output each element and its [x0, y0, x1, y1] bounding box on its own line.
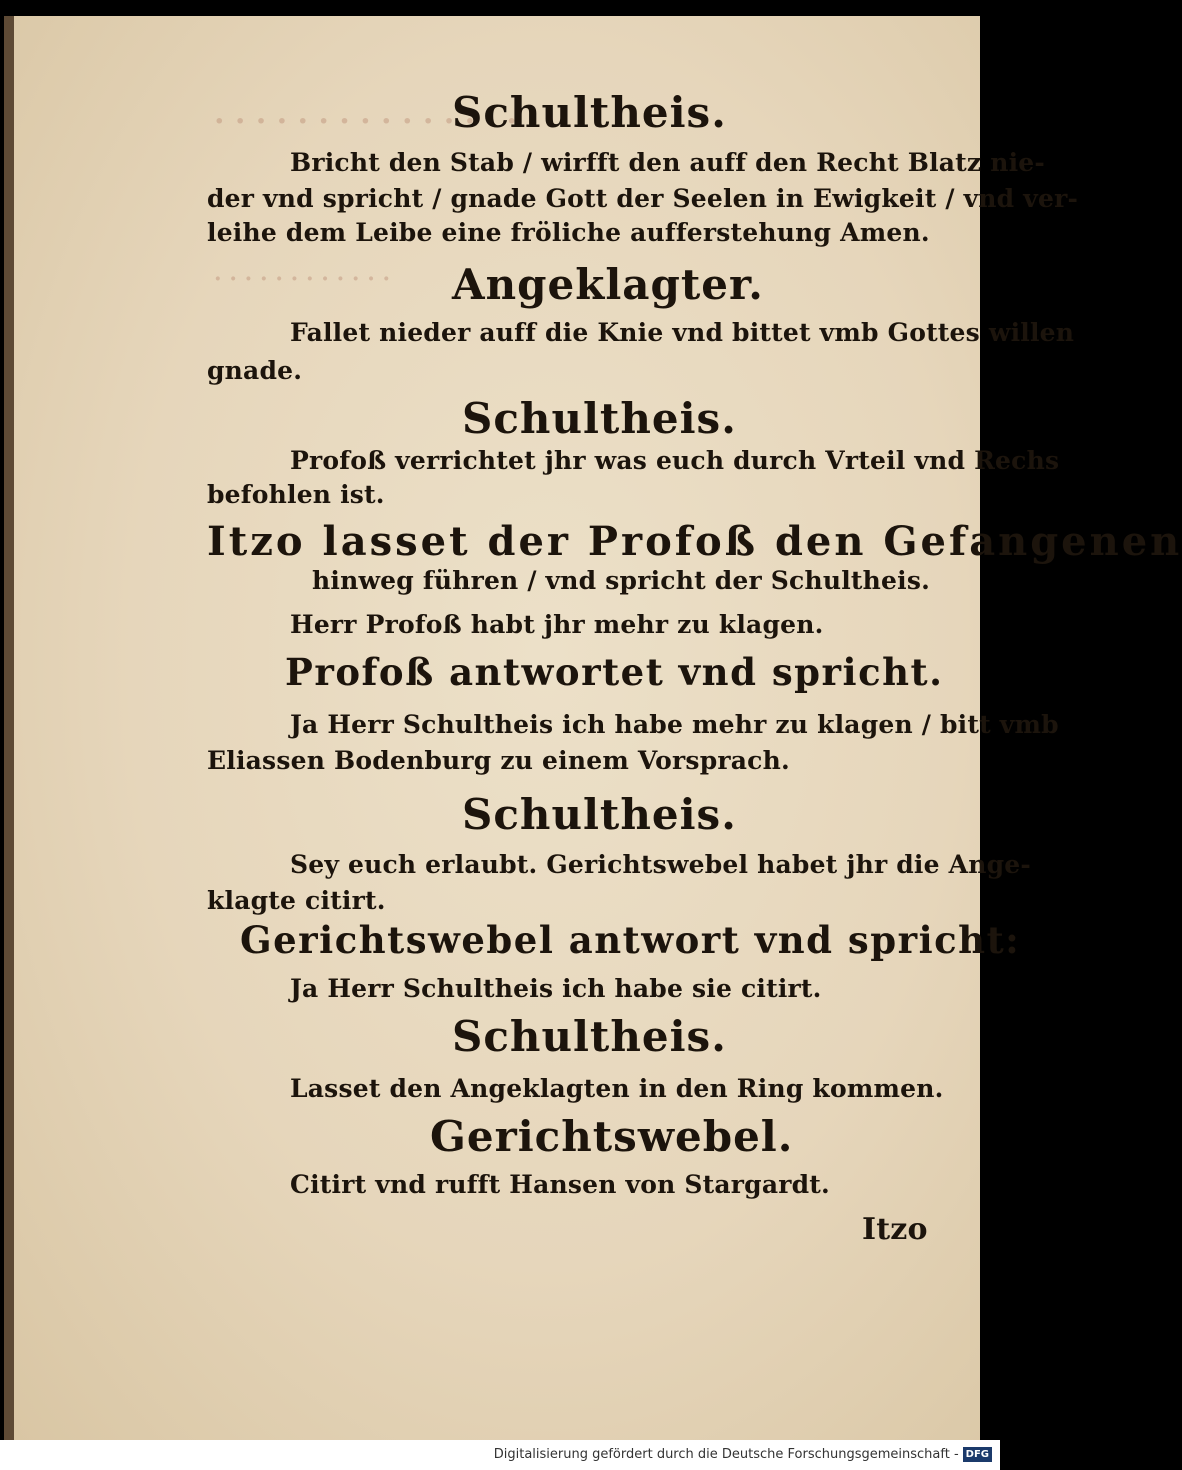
speaker-heading: Schultheis. [462, 790, 737, 839]
speaker-heading: Gerichtswebel antwort vnd spricht: [240, 918, 1021, 962]
text-line: Lasset den Angeklagten in den Ring kommen. [290, 1074, 944, 1103]
catchword: Itzo [862, 1212, 928, 1247]
text-line: hinweg führen / vnd spricht der Schultheis. [312, 566, 931, 595]
text-line: der vnd spricht / gnade Gott der Seelen in Ewigkeit / vnd ver- [207, 184, 1079, 213]
speaker-heading: Profoß antwortet vnd spricht. [285, 650, 944, 694]
text-line: Bricht den Stab / wirfft den auff den Recht Blatz nie- [290, 148, 1045, 177]
speaker-heading: Schultheis. [452, 88, 727, 137]
show-through-text: · · · · · · · · · · · · [214, 266, 391, 292]
speaker-heading: Schultheis. [452, 1012, 727, 1061]
show-through-text: · · · · · · · · · · · · · · · [214, 104, 517, 139]
speaker-heading: Angeklagter. [452, 260, 764, 309]
text-line: Herr Profoß habt jhr mehr zu klagen. [290, 610, 824, 639]
text-line: klagte citirt. [207, 886, 386, 915]
text-line: Eliassen Bodenburg zu einem Vorsprach. [207, 746, 790, 775]
stage-direction-heading: Itzo lasset der Profoß den Gefangenen [207, 518, 1182, 565]
text-line: leihe dem Leibe eine fröliche aufferstehung Amen. [207, 218, 930, 247]
text-line: Citirt vnd rufft Hansen von Stargardt. [290, 1170, 830, 1199]
text-line: Fallet nieder auff die Knie vnd bittet vmb Gottes willen [290, 318, 1075, 347]
text-line: Ja Herr Schultheis ich habe mehr zu klagen / bitt vmb [290, 710, 1059, 739]
attribution-footer [0, 1440, 1000, 1470]
attribution-text: Digitalisierung gefördert durch die Deutsche Forschungsgemeinschaft - [493, 1447, 959, 1462]
text-line: Ja Herr Schultheis ich habe sie citirt. [290, 974, 822, 1003]
speaker-heading: Gerichtswebel. [430, 1112, 794, 1161]
speaker-heading: Schultheis. [462, 394, 737, 443]
text-line: Profoß verrichtet jhr was euch durch Vrteil vnd Rechs [290, 446, 1060, 475]
text-line: befohlen ist. [207, 480, 385, 509]
text-line: gnade. [207, 356, 303, 385]
dfg-logo: DFG [963, 1447, 992, 1462]
text-line: Sey euch erlaubt. Gerichtswebel habet jhr die Ange- [290, 850, 1031, 879]
